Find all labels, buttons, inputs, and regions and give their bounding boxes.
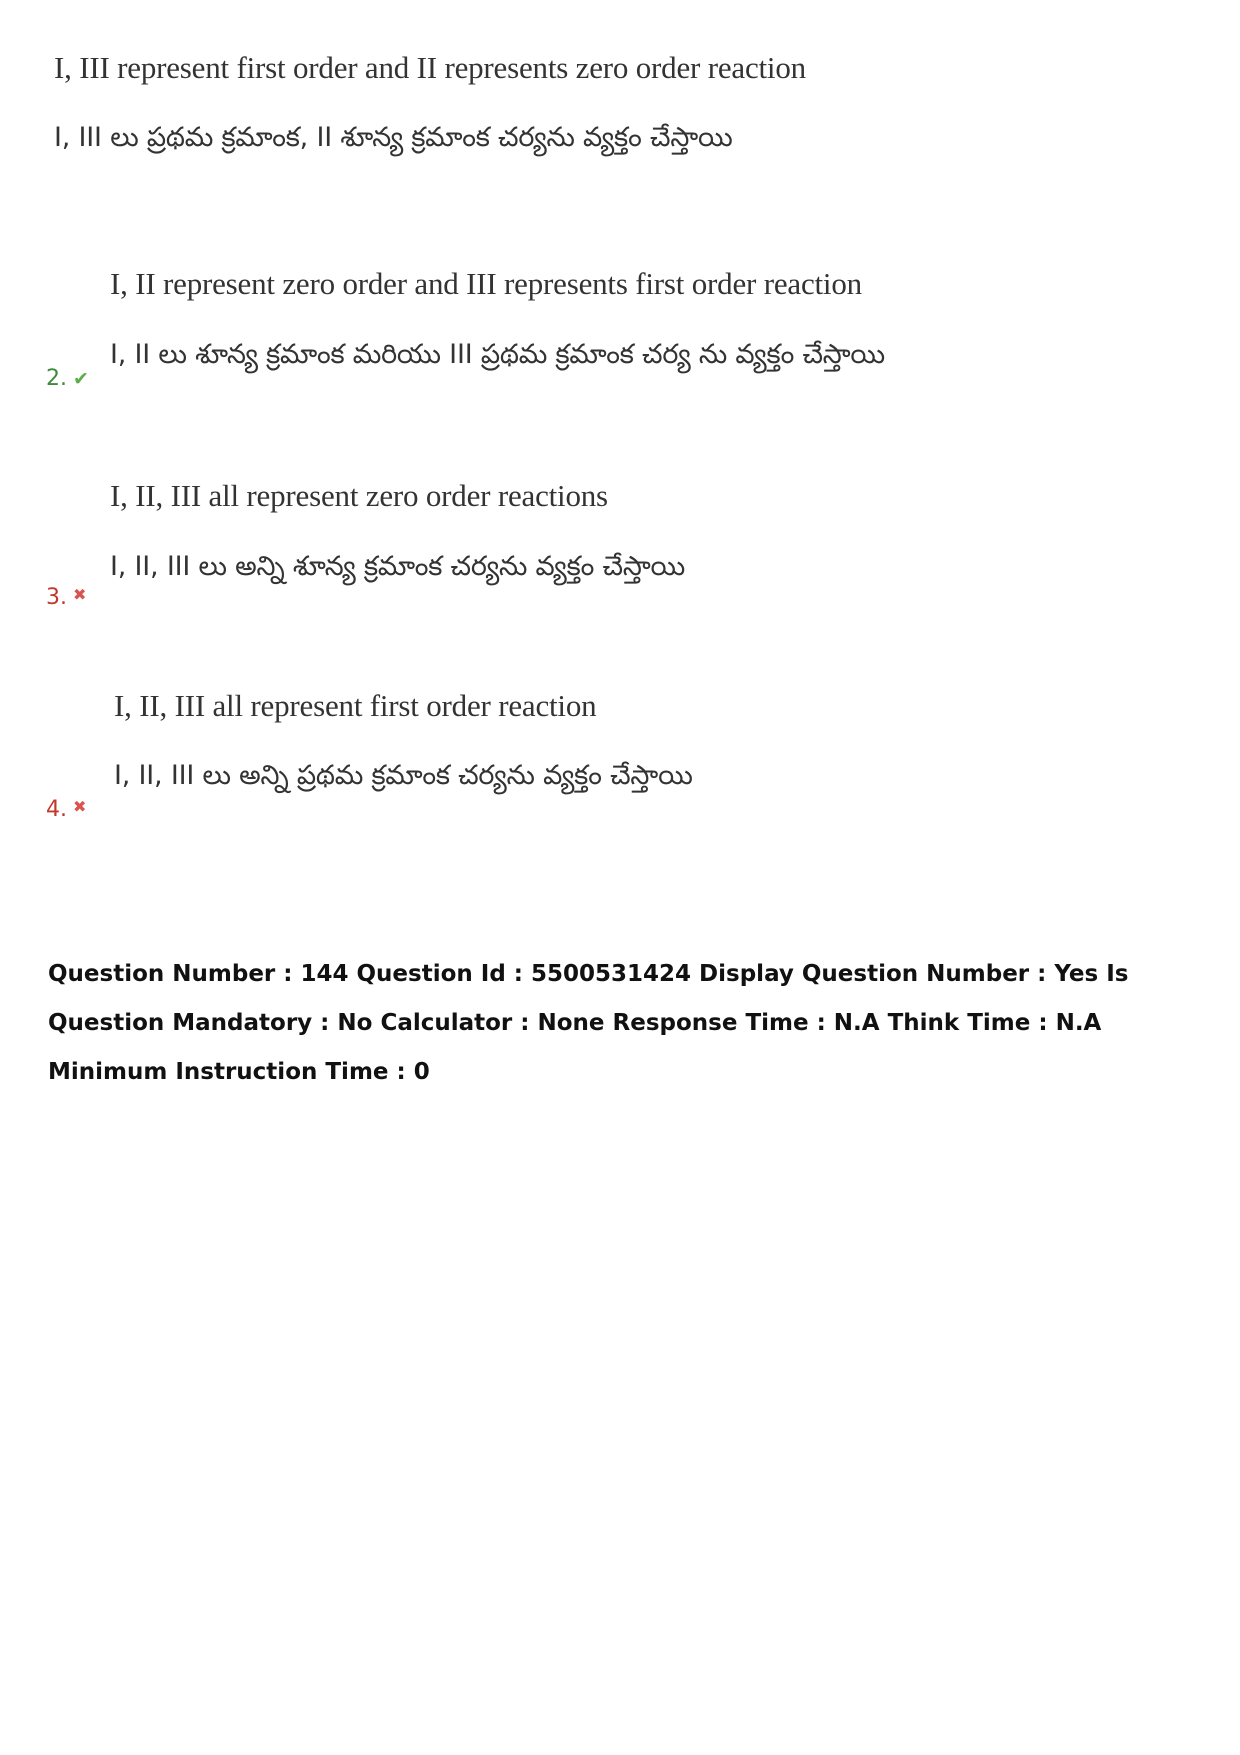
option-4-marker xyxy=(46,794,86,823)
option-2-telugu: I, II లు శూన్య క్రమాంక మరియు III ప్రథమ క్రమాంక చర్య ను వ్యక్తం చేస్తాయి xyxy=(110,339,885,370)
option-2-marker xyxy=(46,366,89,392)
option-3-english: I, II, III all represent zero order reactions xyxy=(110,478,608,513)
option-1-english: I, III represent first order and II represents zero order reaction xyxy=(54,50,806,85)
cross-icon: ✖ xyxy=(73,797,87,816)
cross-icon: ✖ xyxy=(73,585,87,604)
option-1-telugu: I, III లు ప్రథమ క్రమాంక, II శూన్య క్రమాంక చర్యను వ్యక్తం చేస్తాయి xyxy=(54,122,733,153)
option-3-number: 3. xyxy=(46,585,67,610)
option-2-number: 2. xyxy=(46,366,67,391)
option-4-number: 4. xyxy=(46,797,67,822)
question-meta: Question Number : 144 Question Id : 5500531424 Display Question Number : Yes Is Question Mandatory : No Calculator : None Response Time : N.A Think Time : N.A Minimum Instruction Time : 0 xyxy=(48,961,1129,1085)
option-4-telugu: I, II, III లు అన్ని ప్రథమ క్రమాంక చర్యను వ్యక్తం చేస్తాయి xyxy=(114,760,693,791)
option-2-english: I, II represent zero order and III represents first order reaction xyxy=(110,266,862,301)
option-4-english: I, II, III all represent first order reaction xyxy=(114,688,597,723)
option-3-telugu: I, II, III లు అన్ని శూన్య క్రమాంక చర్యను వ్యక్తం చేస్తాయి xyxy=(110,551,686,582)
option-3-marker xyxy=(46,582,86,611)
check-icon: ✔ xyxy=(73,368,89,390)
